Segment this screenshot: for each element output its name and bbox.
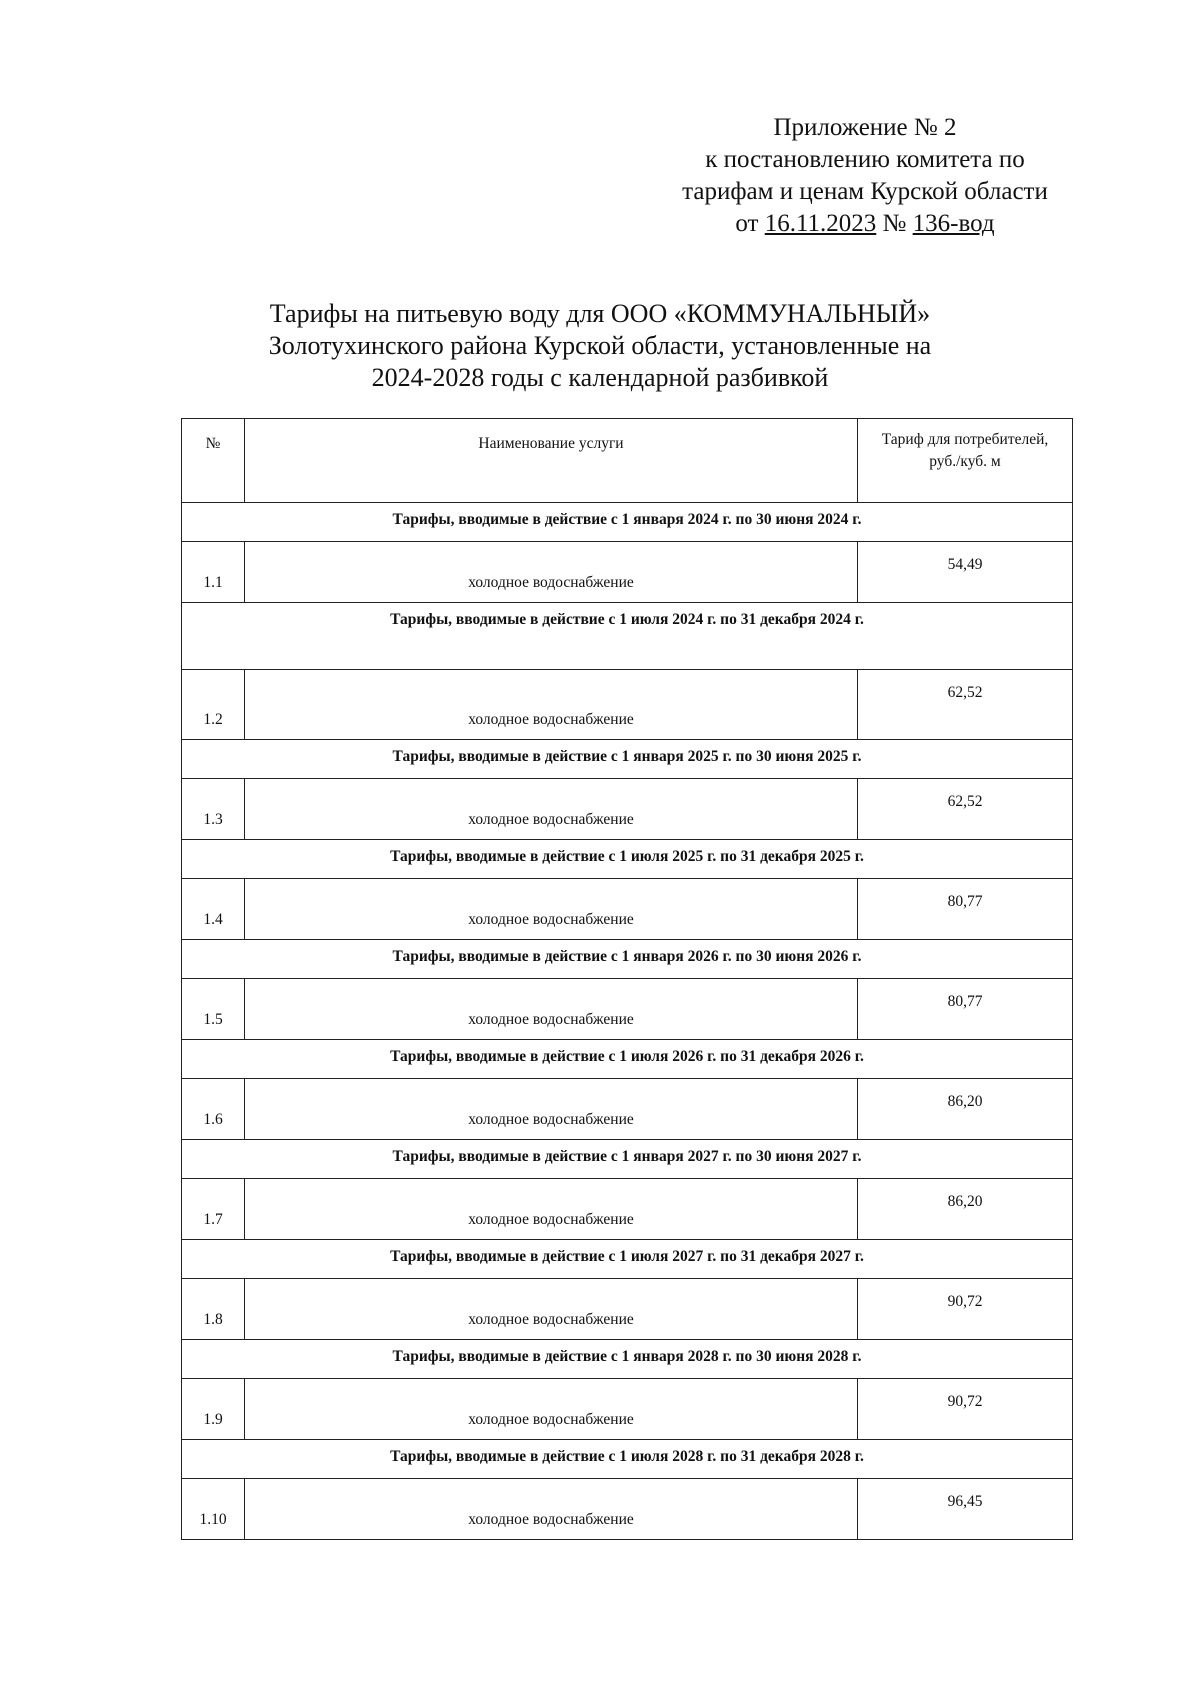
period-row [182, 503, 1073, 542]
row-tariff: 80,77 [858, 879, 1073, 940]
row-tariff: 96,45 [858, 1479, 1073, 1540]
row-tariff: 54,49 [858, 542, 1073, 603]
header-tariff [858, 419, 1073, 503]
row-num: 1.1 [182, 542, 245, 603]
period-row [182, 603, 1073, 670]
period-label: Тарифы, вводимые в действие с 1 января 2028 г. по 30 июня 2028 г. [182, 1340, 1073, 1379]
row-num: 1.5 [182, 979, 245, 1040]
period-label: Тарифы, вводимые в действие с 1 января 2026 г. по 30 июня 2026 г. [182, 940, 1073, 979]
table-row [182, 779, 1073, 840]
period-row [182, 740, 1073, 779]
appendix-date-prefix: от [735, 210, 759, 237]
document-title [220, 298, 980, 394]
row-num: 1.9 [182, 1379, 245, 1440]
row-tariff: 90,72 [858, 1379, 1073, 1440]
row-service: холодное водоснабжение [245, 1479, 858, 1540]
table-row [182, 1379, 1073, 1440]
row-service: холодное водоснабжение [245, 542, 858, 603]
row-tariff: 86,20 [858, 1079, 1073, 1140]
appendix-date: 16.11.2023 [764, 210, 877, 237]
title-line-3: 2024-2028 годы с календарной разбивкой [371, 363, 829, 392]
appendix-line-1: Приложение № 2 [773, 114, 957, 141]
title-line-2: Золотухинского района Курской области, установленные на [268, 331, 932, 360]
period-row [182, 1040, 1073, 1079]
row-service: холодное водоснабжение [245, 779, 858, 840]
header-tariff-line-2: руб./куб. м [929, 453, 1001, 470]
row-num: 1.10 [182, 1479, 245, 1540]
header-num: № [182, 419, 245, 503]
period-label: Тарифы, вводимые в действие с 1 января 2025 г. по 30 июня 2025 г. [182, 740, 1073, 779]
appendix-line-2: к постановлению комитета по [705, 146, 1025, 173]
row-num: 1.6 [182, 1079, 245, 1140]
title-line-1: Тарифы на питьевую воду для ООО «КОММУНАЛЬНЫЙ» [269, 299, 931, 328]
period-row [182, 840, 1073, 879]
period-row [182, 1440, 1073, 1479]
period-row [182, 1240, 1073, 1279]
appendix-number: 136-вод [912, 210, 995, 237]
tariffs-table [181, 418, 1073, 1540]
period-label: Тарифы, вводимые в действие с 1 июля 2024 г. по 31 декабря 2024 г. [182, 603, 1073, 670]
table-header-row [182, 419, 1073, 503]
row-service: холодное водоснабжение [245, 1179, 858, 1240]
row-service: холодное водоснабжение [245, 879, 858, 940]
row-tariff: 80,77 [858, 979, 1073, 1040]
appendix-line-3: тарифам и ценам Курской области [682, 178, 1048, 205]
header-service-name: Наименование услуги [245, 419, 858, 503]
row-num: 1.7 [182, 1179, 245, 1240]
tariffs-table-body [182, 419, 1073, 1540]
row-service: холодное водоснабжение [245, 1079, 858, 1140]
row-service: холодное водоснабжение [245, 1279, 858, 1340]
row-num: 1.4 [182, 879, 245, 940]
table-row [182, 879, 1073, 940]
row-num: 1.3 [182, 779, 245, 840]
table-row [182, 1179, 1073, 1240]
period-row [182, 1340, 1073, 1379]
row-tariff: 62,52 [858, 779, 1073, 840]
row-tariff: 90,72 [858, 1279, 1073, 1340]
table-row [182, 1279, 1073, 1340]
row-tariff: 86,20 [858, 1179, 1073, 1240]
row-num: 1.8 [182, 1279, 245, 1340]
table-row [182, 670, 1073, 740]
table-row [182, 1079, 1073, 1140]
period-label: Тарифы, вводимые в действие с 1 июля 2026 г. по 31 декабря 2026 г. [182, 1040, 1073, 1079]
table-row [182, 1479, 1073, 1540]
table-row [182, 542, 1073, 603]
period-row [182, 940, 1073, 979]
period-label: Тарифы, вводимые в действие с 1 января 2024 г. по 30 июня 2024 г. [182, 503, 1073, 542]
period-label: Тарифы, вводимые в действие с 1 июля 2028 г. по 31 декабря 2028 г. [182, 1440, 1073, 1479]
appendix-date-line [655, 208, 1075, 240]
table-row [182, 979, 1073, 1040]
appendix-number-prefix: № [882, 210, 907, 237]
period-label: Тарифы, вводимые в действие с 1 июля 2025 г. по 31 декабря 2025 г. [182, 840, 1073, 879]
row-service: холодное водоснабжение [245, 670, 858, 740]
row-num: 1.2 [182, 670, 245, 740]
period-label: Тарифы, вводимые в действие с 1 июля 2027 г. по 31 декабря 2027 г. [182, 1240, 1073, 1279]
period-label: Тарифы, вводимые в действие с 1 января 2027 г. по 30 июня 2027 г. [182, 1140, 1073, 1179]
row-service: холодное водоснабжение [245, 1379, 858, 1440]
appendix-block [655, 112, 1075, 240]
row-tariff: 62,52 [858, 670, 1073, 740]
period-row [182, 1140, 1073, 1179]
header-tariff-line-1: Тариф для потребителей, [881, 431, 1049, 448]
row-service: холодное водоснабжение [245, 979, 858, 1040]
